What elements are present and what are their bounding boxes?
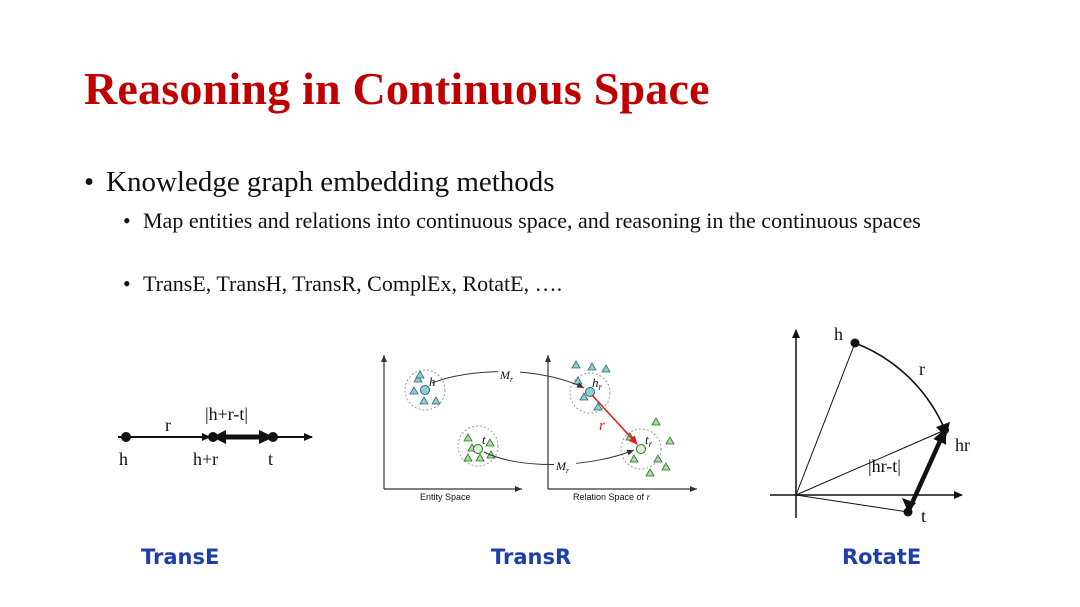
transr-label-h: h (429, 374, 436, 389)
rotate-label-diff: |hr-t| (868, 456, 901, 476)
transr-label-r: r (599, 418, 605, 434)
caption-transe: TransE (141, 545, 220, 569)
caption-transr: TransR (491, 545, 572, 569)
rotate-label-h: h (834, 324, 843, 344)
slide-title: Reasoning in Continuous Space (84, 63, 710, 114)
transr-relation-axis-label-text: Relation Space of (573, 492, 645, 502)
sub-bullet-1-text: Map entities and relations into continuous space, and reasoning in the continuous spaces (143, 208, 921, 233)
transe-label-t: t (268, 449, 274, 469)
bullet-dot: • (123, 208, 131, 233)
rotate-label-t: t (921, 506, 927, 526)
transr-relation-axis-label-r: r (646, 492, 651, 502)
transr-label-tr: $t_r$ (645, 432, 653, 449)
bullet-dot: • (123, 271, 131, 296)
transr-entity-axis-label: Entity Space (420, 492, 471, 502)
transe-label-h: h (119, 449, 128, 469)
transr-label-Mr-bottom: $M_r$ (556, 459, 570, 475)
transe-diagram (118, 404, 312, 469)
transr-relation-axis-label (573, 492, 651, 502)
transe-point-t (268, 432, 278, 442)
transr-label-hr: $h_r$ (592, 375, 603, 392)
transe-label-diff: |h+r-t| (205, 404, 248, 424)
rotate-h-vector (796, 343, 855, 495)
rotate-diagram (770, 324, 970, 526)
transr-label-t: t (482, 432, 486, 447)
bullet-dot: • (84, 166, 95, 198)
sub-bullet-2-text: TransE, TransH, TransR, ComplEx, RotatE, …. (143, 271, 563, 296)
transe-point-hr (208, 432, 218, 442)
rotate-point-t (904, 508, 913, 517)
rotate-label-hr: hr (955, 435, 970, 455)
transr-diagram (384, 355, 697, 502)
rotate-t-vector (796, 495, 908, 512)
bullet-main-text: Knowledge graph embedding methods (106, 166, 555, 198)
transe-point-h (121, 432, 131, 442)
transe-label-hr: h+r (193, 449, 219, 469)
rotate-arc (855, 343, 945, 430)
rotate-diff-arrow (908, 430, 945, 512)
transr-label-Mr-top: $M_r$ (500, 368, 514, 384)
transe-label-r: r (165, 415, 171, 435)
caption-rotate: RotatE (842, 545, 922, 569)
rotate-point-h (851, 339, 860, 348)
rotate-label-r: r (919, 359, 925, 379)
rotate-point-hr (941, 426, 949, 434)
